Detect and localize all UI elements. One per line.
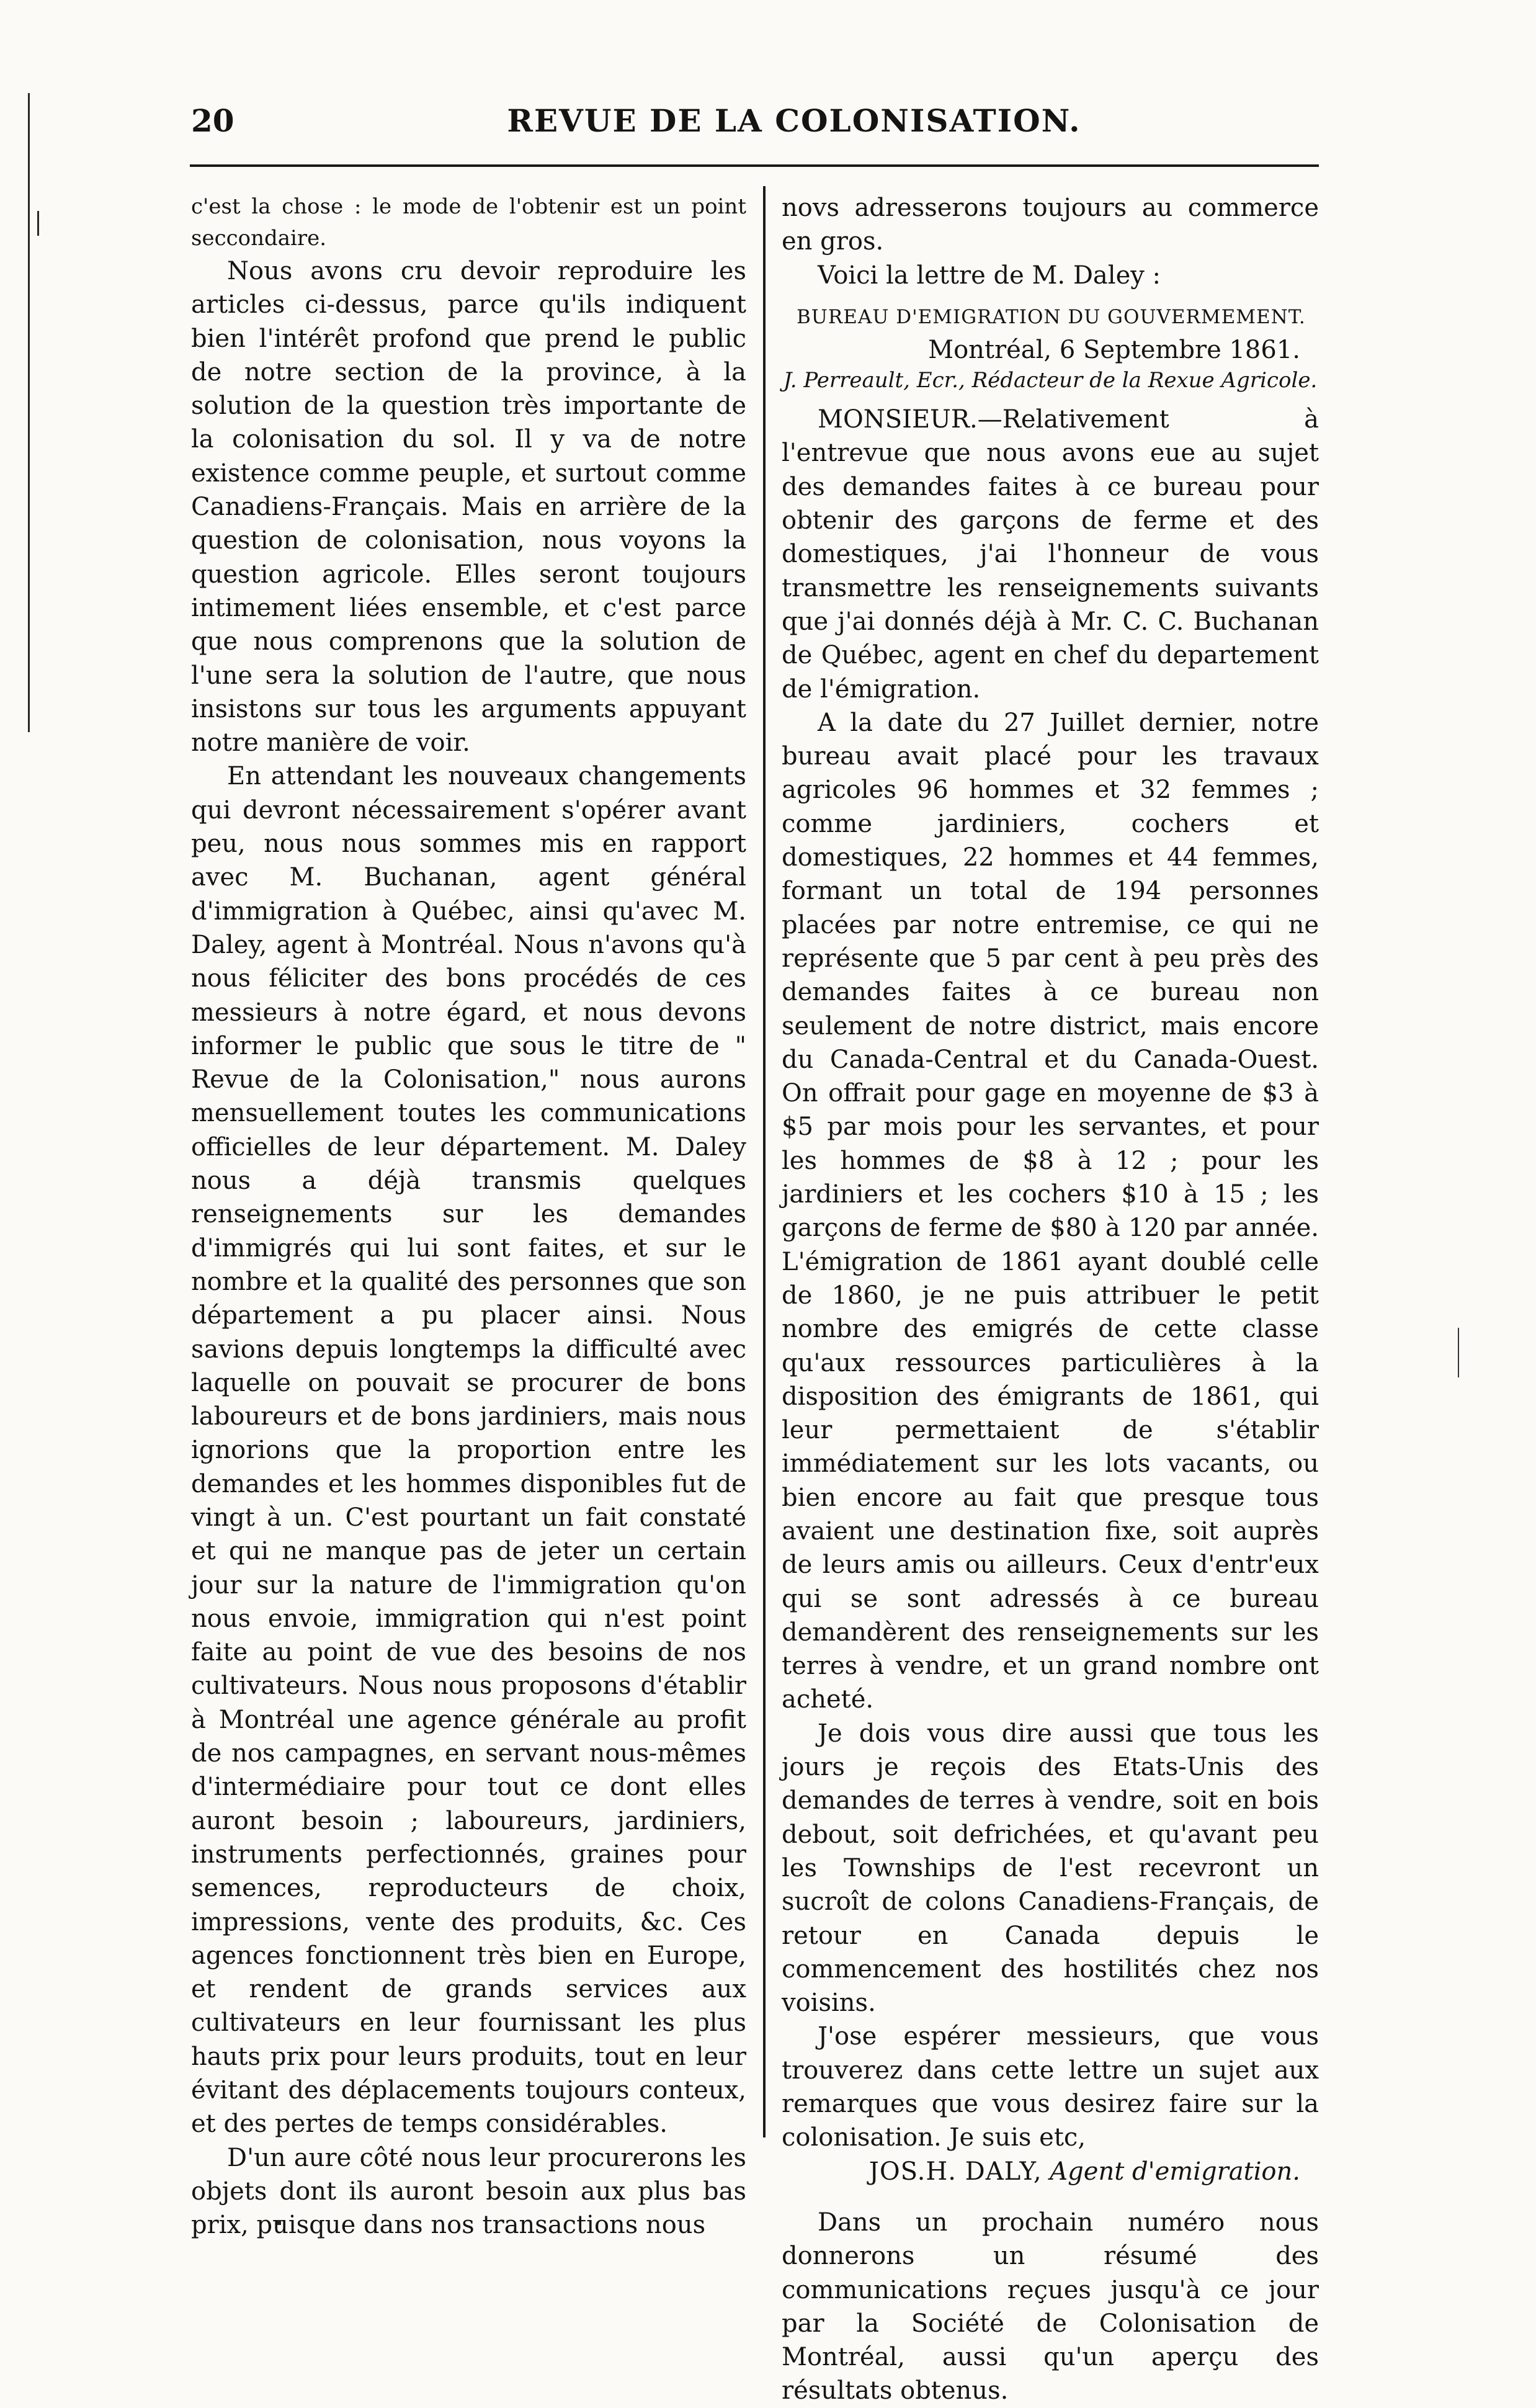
letter-paragraph bbox=[782, 403, 1319, 706]
letter-paragraph: Je dois vous dire aussi que tous les jours je reçois des Etats-Unis des demandes de terres à vendre, soit en bois debout, soit defrichées, et qu'avant peu les Townships de l'est recevront un sucroît de colons Canadiens-Français, de retour en Canada depuis le commencement des hostilités chez nos voisins. bbox=[782, 1719, 1319, 2018]
paragraph: En attendant les nouveaux changements qui devront nécessairement s'opérer avant peu, nous nous sommes mis en rapport avec M. Buchanan, agent général d'immigration à Québec, ainsi qu'avec M. Daley, agent à Montréal. Nous n'avons qu'à nous féliciter des bons procédés de ces messieurs à notre égard, et nous devons informer le public que sous le titre de " Revue de la Colonisation," nous aurons mensuellement toutes les communications officielles de leur département. M. Daley nous a déjà transmis quelques renseignements sur les demandes d'immigrés qui lui sont faites, et sur le nombre et la qualité des personnes que son département a pu placer ainsi. Nous savions depuis longtemps la difficulté avec laquelle on pouvait se procurer de bons laboureurs et de bons jardiniers, mais nous ignorions que la proportion entre les demandes et les hommes disponibles fut de vingt à un. C'est pourtant un fait constaté et qui ne manque pas de jeter un certain jour sur la nature de l'immigration qu'on nous envoie, immigration qui n'est point faite au point de vue des besoins de nos cultivateurs. Nous nous proposons d'établir à Montréal une agence générale au profit de nos campagnes, en servant nous-mêmes d'intermédiaire pour tout ce dont elles auront besoin ; laboureurs, jardiniers, instruments perfectionnés, graines pour semences, reproducteurs de choix, impressions, vente des produits, &c. Ces agences fonctionnent très bien en Europe, et rendent de grands services aux cultivateurs en leur fournissant les plus hauts prix pour leurs produits, tout en leur évitant des déplacements toujours conteux, et des pertes de temps considérables. bbox=[191, 762, 746, 2139]
letter-date: Montréal, 6 Septembre 1861. bbox=[928, 335, 1300, 364]
continued-paragraph: novs adresserons toujours au commerce en gros. bbox=[782, 194, 1319, 256]
signature-role: Agent d'emigration. bbox=[1050, 2157, 1300, 2186]
header-rule bbox=[190, 164, 1319, 167]
running-title: REVUE DE LA COLONISATION. bbox=[507, 102, 1081, 139]
left-column bbox=[191, 191, 746, 2242]
paragraph: Nous avons cru devoir reproduire les articles ci-dessus, parce qu'ils indiquent bien l'intérêt profond que prend le public de notre section de la province, à la solution de la question très importante de la colonisation du sol. Il y va de notre existence comme peuple, et surtout comme Canadiens-Français. Mais en arrière de la question de colonisation, nous voyons la question agricole. Elles seront toujours intimement liées ensemble, et c'est parce que nous comprenons que la solution de l'une sera la solution de l'autre, que nous insistons sur tous les arguments appuyant notre manière de voir. bbox=[191, 257, 746, 758]
closing-paragraph: Dans un prochain numéro nous donnerons un résumé des communications reçues jusqu'à ce jour par la Société de Colonisation de Montréal, aussi qu'un aperçu des résultats obtenus. bbox=[782, 2208, 1319, 2406]
binding-edge-tick bbox=[37, 211, 39, 236]
letter-paragraph: A la date du 27 Juillet dernier, notre bureau avait placé pour les travaux agricoles 96 hommes et 32 femmes ; comme jardiniers, cochers et domestiques, 22 hommes et 44 femmes, formant un total de 194 personnes placées par notre entremise, ce qui ne représente que 5 par cent à peu près des demandes faites à ce bureau non seulement de notre district, mais encore du Canada-Central et du Canada-Ouest. On offrait pour gage en moyenne de $3 à $5 par mois pour les servantes, et pour les hommes de $8 à 12 ; pour les jardiniers et les cochers $10 à 15 ; les garçons de ferme de $80 à 120 par année. L'émigration de 1861 ayant doublé celle de 1860, je ne puis attribuer le petit nombre des emigrés de cette classe qu'aux ressources particulières à la disposition des émigrants de 1861, qui leur permettaient de s'établir immédiatement sur les lots vacants, ou bien encore au fait que presque tous avaient une destination fixe, soit auprès de leurs amis ou ailleurs. Ceux d'entr'eux qui se sont adressés à ce bureau demandèrent des renseignements sur les terres à vendre, et un grand nombre ont acheté. bbox=[782, 708, 1319, 1714]
letter-salutation: MONSIEUR. bbox=[818, 405, 978, 434]
letter-intro: Voici la lettre de M. Daley : bbox=[818, 261, 1161, 290]
letter-addressee: J. Perreault, Ecr., Rédacteur de la Rexue Agricole. bbox=[783, 368, 1318, 393]
right-column bbox=[782, 191, 1319, 2408]
signature-name: JOS.H. DALY, bbox=[868, 2157, 1042, 2186]
letter-paragraph: J'ose espérer messieurs, que vous trouverez dans cette lettre un sujet aux remarques que vous desirez faire sur la colonisation. Je suis etc, bbox=[782, 2022, 1319, 2152]
paragraph: D'un aure côté nous leur procurerons les objets dont ils auront besoin aux plus bas prix, puisque dans nos transactions nous bbox=[191, 2143, 746, 2240]
continued-paragraph: c'est la chose : le mode de l'obtenir est un point seccondaire. bbox=[191, 194, 746, 251]
letter-heading: BUREAU D'EMIGRATION DU GOUVERMEMENT. bbox=[797, 305, 1306, 328]
page-edge-mark bbox=[1458, 1328, 1459, 1377]
column-divider bbox=[763, 186, 766, 2137]
page-number: 20 bbox=[191, 102, 234, 139]
binding-edge-mark bbox=[28, 93, 30, 732]
letter-body-text: —Relativement à l'entrevue que nous avons eue au sujet des demandes faites à ce bureau pour obtenir des garçons de ferme et des domestiques, j'ai l'honneur de vous transmettre les renseignements suivants que j'ai donnés déjà à Mr. C. C. Buchanan de Québec, agent en chef du departement de l'émigration. bbox=[782, 405, 1319, 704]
letter-signature bbox=[782, 2155, 1319, 2188]
